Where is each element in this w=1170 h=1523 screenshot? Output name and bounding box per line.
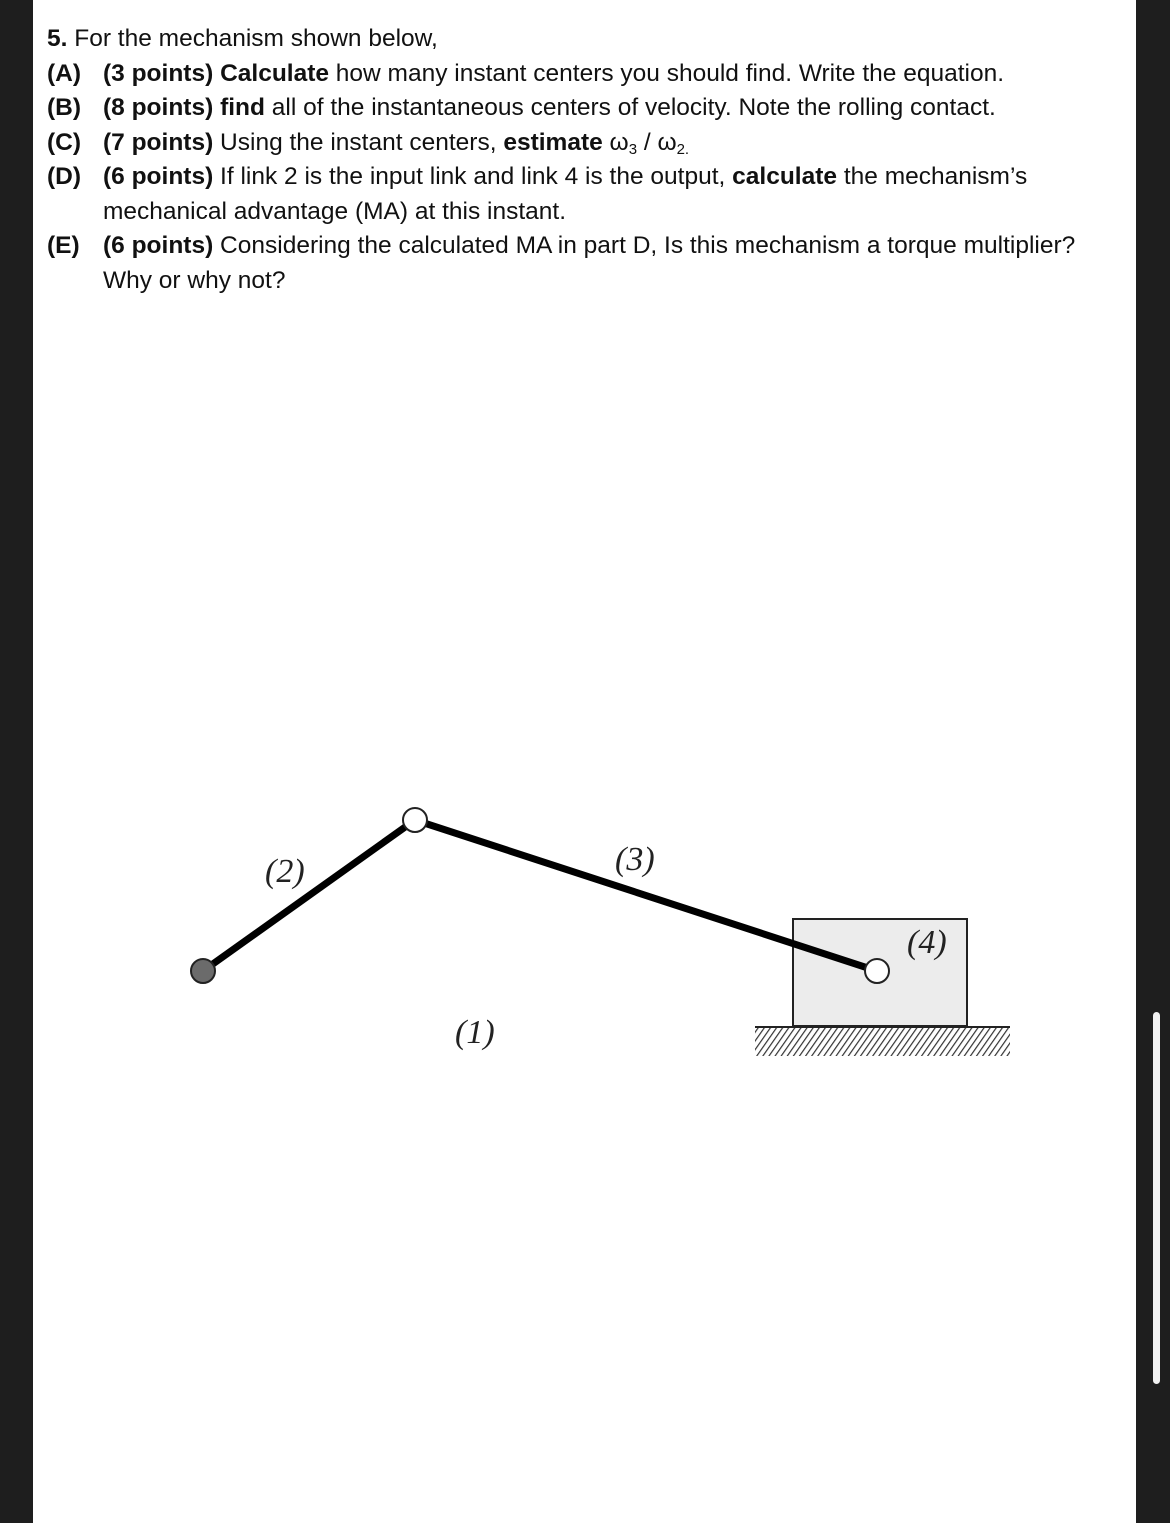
label-link-2: (2) (265, 853, 305, 890)
label-link-4: (4) (907, 924, 947, 961)
label-link-3: (3) (615, 841, 655, 878)
pin-joint-2-3 (403, 808, 427, 832)
item-letter: (D) (47, 163, 82, 190)
item-verb: estimate (503, 128, 603, 156)
label-link-1: (1) (455, 1014, 495, 1051)
item-rest: all of the instantaneous centers of velocity. Note the rolling contact. (264, 94, 996, 121)
item-letter: (B) (47, 94, 82, 121)
ground-pivot (191, 959, 215, 983)
scrollbar-thumb[interactable] (1153, 1012, 1160, 1384)
item-points: (6 points) (103, 232, 214, 259)
link-2-crank (203, 820, 415, 971)
item-pre: Using the instant centers, (213, 128, 504, 156)
omega-3: ω (602, 128, 629, 156)
item-verb: Calculate (220, 59, 329, 87)
item-letter: (E) (47, 232, 80, 259)
pin-joint-3-4 (865, 959, 889, 983)
item-points: (8 points) (103, 94, 214, 121)
omega-3-subscript: 3 (628, 140, 638, 158)
item-verb: find (220, 94, 265, 121)
omega-2-subscript: 2. (676, 140, 690, 158)
question-intro: For the mechanism shown below, (67, 25, 438, 52)
ground-hatching (755, 1027, 1010, 1056)
item-letter: (A) (47, 59, 82, 87)
item-points: (6 points) (103, 163, 214, 190)
item-points: (3 points) (103, 59, 214, 87)
question-number: 5. (47, 25, 68, 52)
item-rest: Considering the calculated MA in part D, Is this mechanism a torque multiplier? Why or why not? (103, 232, 1076, 294)
item-points: (7 points) (103, 128, 214, 156)
item-verb: calculate (732, 163, 838, 190)
item-pre: If link 2 is the input link and link 4 is the output, (213, 163, 733, 190)
omega-2: / ω (637, 128, 677, 156)
item-rest: how many instant centers you should find. Write the equation. (329, 59, 1005, 87)
item-rest: the mechanism’s mechanical advantage (MA) at this instant. (103, 163, 1028, 225)
item-letter: (C) (47, 128, 82, 156)
